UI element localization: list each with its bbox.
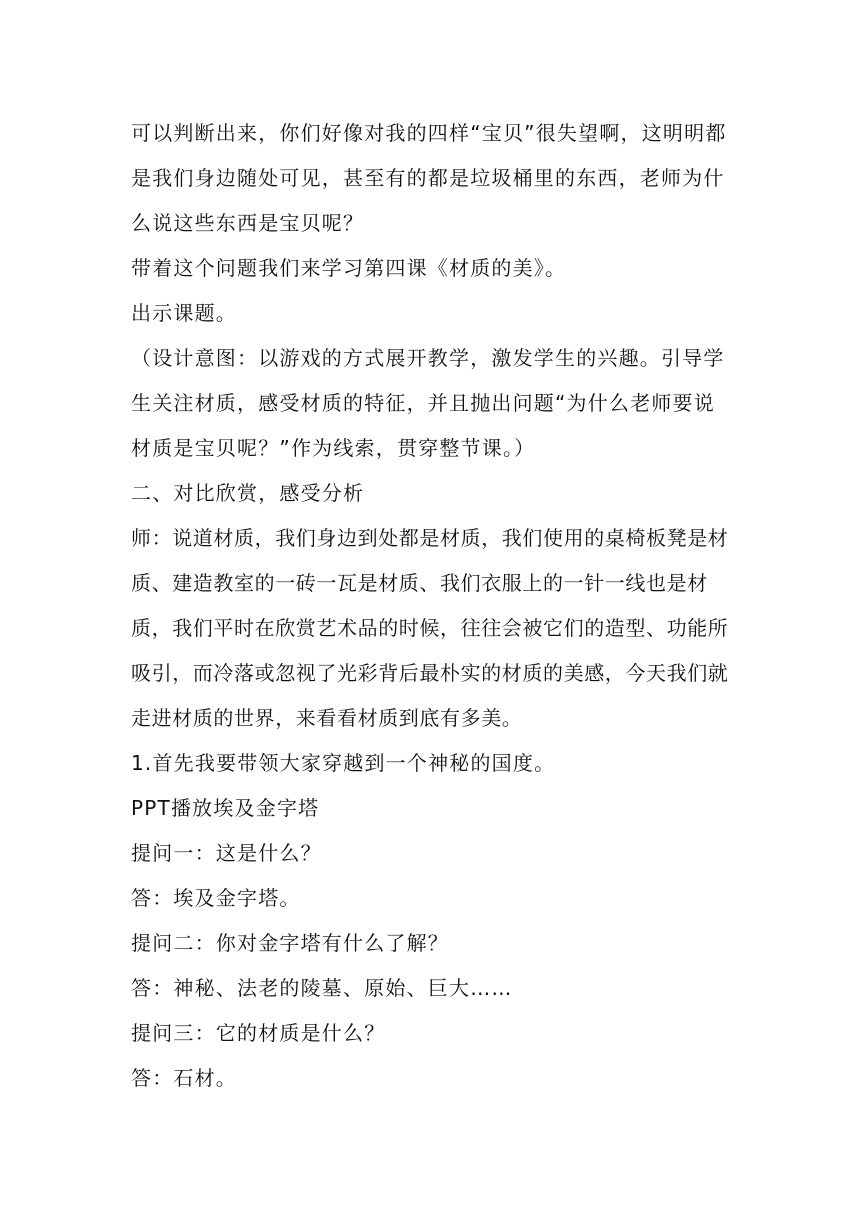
paragraph-question-1: 提问一：这是什么？ xyxy=(131,841,322,865)
paragraph-step-1: 1.首先我要带领大家穿越到一个神秘的国度。 xyxy=(131,751,556,775)
paragraph-ppt: PPT播放埃及金字塔 xyxy=(131,796,320,820)
paragraph-question-3: 提问三：它的材质是什么？ xyxy=(131,1021,386,1045)
section-heading-compare: 二、对比欣赏，感受分析 xyxy=(131,481,365,505)
document-body xyxy=(131,111,733,1101)
paragraph-answer-1: 答：埃及金字塔。 xyxy=(131,886,301,910)
paragraph-answer-3: 答：石材。 xyxy=(131,1066,237,1090)
paragraph-answer-2: 答：神秘、法老的陵墓、原始、巨大…… xyxy=(131,976,513,1000)
paragraph-teacher-speech: 师：说道材质，我们身边到处都是材质，我们使用的桌椅板凳是材质、建造教室的一砖一瓦是材质、我们衣服上的一针一线也是材质，我们平时在欣赏艺术品的时候，往往会被它们的造型、功能所吸引，而冷落或忽视了光彩背后最朴实的材质的美感，今天我们就走进材质的世界，来看看材质到底有多美。 xyxy=(131,526,729,730)
paragraph-lesson-title: 带着这个问题我们来学习第四课《材质的美》。 xyxy=(131,256,567,280)
paragraph-show-topic: 出示课题。 xyxy=(131,301,237,325)
paragraph-design-intent: （设计意图：以游戏的方式展开教学，激发学生的兴趣。引导学生关注材质，感受材质的特征，并且抛出问题“为什么老师要说材质是宝贝呢？”作为线索，贯穿整节课。） xyxy=(131,346,725,460)
paragraph-intro: 可以判断出来，你们好像对我的四样“宝贝”很失望啊，这明明都是我们身边随处可见，甚至有的都是垃圾桶里的东西，老师为什么说这些东西是宝贝呢？ xyxy=(131,121,727,235)
paragraph-question-2: 提问二：你对金字塔有什么了解？ xyxy=(131,931,449,955)
